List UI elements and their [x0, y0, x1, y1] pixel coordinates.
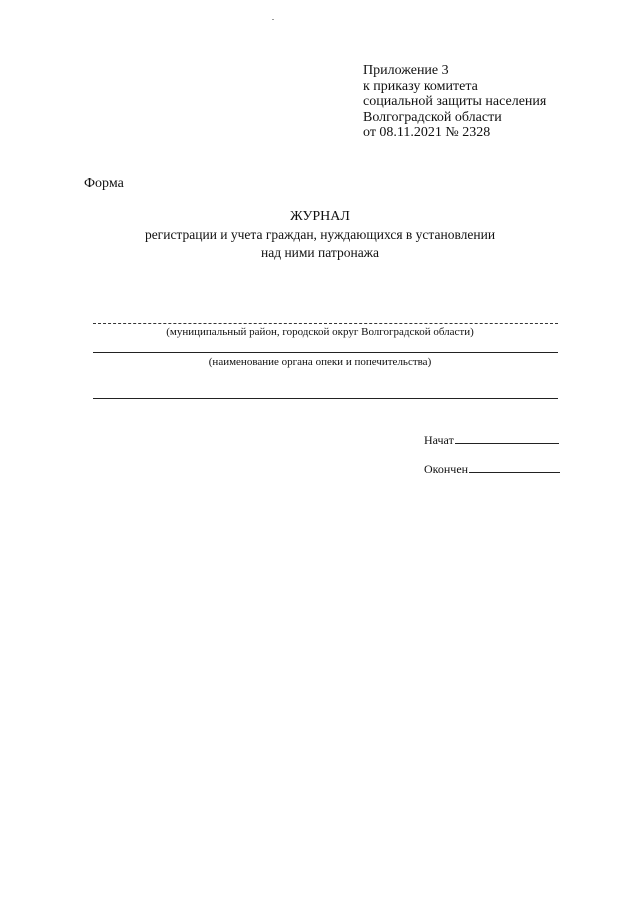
authority-field-line[interactable] [93, 352, 558, 353]
finished-label: Окончен [424, 462, 469, 476]
journal-title: ЖУРНАЛ [290, 209, 350, 224]
finished-row [424, 462, 560, 477]
municipality-field-line[interactable] [93, 323, 558, 324]
form-label: Форма [84, 176, 124, 191]
journal-subtitle-line-1: регистрации и учета граждан, нуждающихся в установлении [144, 227, 496, 242]
appendix-line-3: социальной защиты населения [363, 94, 547, 109]
appendix-block [363, 63, 623, 141]
appendix-line-5: от 08.11.2021 № 2328 [363, 125, 491, 140]
finished-date-field[interactable] [469, 462, 560, 473]
journal-subtitle-line-2: над ними патронажа [260, 245, 380, 260]
scan-dot [272, 19, 274, 20]
started-label: Начат [424, 433, 454, 447]
appendix-line-4: Волгоградской области [363, 109, 502, 125]
authority-caption: (наименование органа опеки и попечительства) [208, 356, 432, 368]
started-row [424, 433, 559, 448]
appendix-line-1: Приложение 3 [363, 63, 449, 78]
started-date-field[interactable] [455, 433, 559, 444]
blank-field-line[interactable] [93, 398, 558, 399]
appendix-line-2: к приказу комитета [363, 78, 478, 94]
municipality-caption: (муниципальный район, городской округ Волгоградской области) [166, 326, 474, 338]
